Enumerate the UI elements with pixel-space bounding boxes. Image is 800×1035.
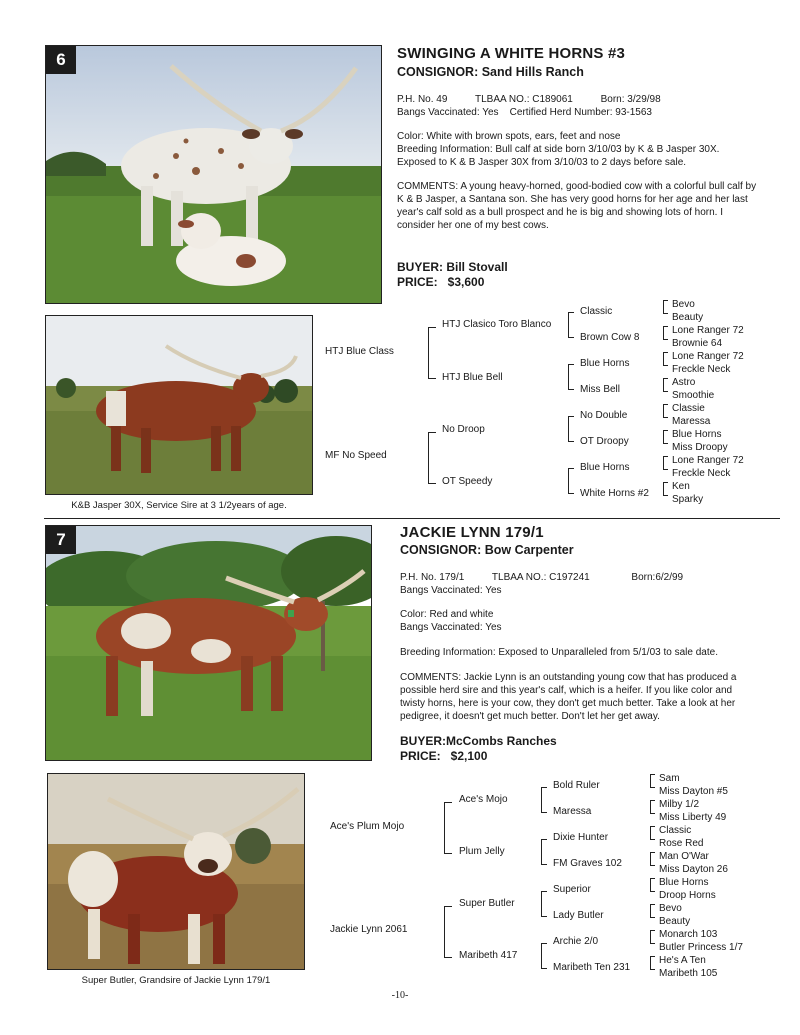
- lot7-vaccination-line: Bangs Vaccinated: Yes: [400, 585, 502, 596]
- pedigree-bracket: [650, 878, 655, 892]
- lot6-pedigree-dam: MF No Speed: [325, 450, 387, 461]
- pedigree-bracket: [650, 800, 655, 814]
- lot7-pedigree-g3: Bold Ruler: [553, 780, 600, 791]
- lot7-pedigree-g4: Man O'War: [659, 851, 709, 862]
- lot6-price: PRICE: $3,600: [397, 275, 485, 289]
- pedigree-bracket: [663, 352, 668, 366]
- pedigree-bracket: [650, 904, 655, 918]
- lot6-number-badge: 6: [46, 46, 76, 74]
- lot7-pedigree-g4: Blue Horns: [659, 877, 709, 888]
- lot7-pedigree-g4: Miss Liberty 49: [659, 812, 727, 823]
- lot7-pedigree-g2: Ace's Mojo: [459, 794, 508, 805]
- pedigree-bracket: [541, 943, 547, 969]
- lot6-pedigree-g3: Blue Horns: [580, 358, 630, 369]
- lot7-pedigree-g4: Bevo: [659, 903, 682, 914]
- lot7-pedigree-g3: Maribeth Ten 231: [553, 962, 631, 973]
- lot6-consignor: CONSIGNOR: Sand Hills Ranch: [397, 65, 584, 79]
- lot6-pedigree-g4: Smoothie: [672, 390, 715, 401]
- lot7-pedigree-g4: Milby 1/2: [659, 799, 700, 810]
- pedigree-bracket: [663, 378, 668, 392]
- lot6-vaccination-line: Bangs Vaccinated: Yes Certified Herd Number: 93-1563: [397, 107, 652, 118]
- lot7-consignor: CONSIGNOR: Bow Carpenter: [400, 543, 574, 557]
- lot7-pedigree-g3: Lady Butler: [553, 910, 604, 921]
- lot7-number-badge: 7: [46, 526, 76, 554]
- lot7-pedigree-g2: Plum Jelly: [459, 846, 505, 857]
- section-divider: [44, 518, 780, 519]
- lot7-color: Color: Red and white: [400, 609, 494, 620]
- pedigree-bracket: [663, 404, 668, 418]
- lot7-title: JACKIE LYNN 179/1: [400, 524, 544, 541]
- lot6-pedigree-g4: Ken: [672, 481, 690, 492]
- pedigree-bracket: [650, 930, 655, 944]
- pedigree-bracket: [568, 416, 574, 442]
- lot6-pedigree-g4: Maressa: [672, 416, 711, 427]
- pedigree-bracket: [663, 326, 668, 340]
- pedigree-bracket: [541, 787, 547, 813]
- lot6-pedigree-sire: HTJ Blue Class: [325, 346, 394, 357]
- lot7-pedigree-g4: Miss Dayton #5: [659, 786, 728, 797]
- lot6-pedigree-g2: HTJ Clasico Toro Blanco: [442, 319, 552, 330]
- lot7-grandsire-photo: [47, 773, 305, 970]
- lot7-pedigree-g4: Beauty: [659, 916, 691, 927]
- lot6-color: Color: White with brown spots, ears, feet and nose: [397, 131, 621, 142]
- lot7-pedigree-g4: Rose Red: [659, 838, 704, 849]
- pedigree-bracket: [568, 468, 574, 494]
- lot6-pedigree-g3: Brown Cow 8: [580, 332, 640, 343]
- lot7-cow-photo: [45, 525, 372, 761]
- lot6-pedigree-g3: Miss Bell: [580, 384, 621, 395]
- lot6-registration-line: P.H. No. 49 TLBAA NO.: C189061 Born: 3/29/98: [397, 94, 661, 105]
- lot7-pedigree-g3: FM Graves 102: [553, 858, 622, 869]
- lot6-breeding-line1: Breeding Information: Bull calf at side born 3/10/03 by K & B Jasper 30X.: [397, 144, 720, 155]
- lot6-pedigree-g4: Freckle Neck: [672, 468, 731, 479]
- lot6-pedigree-g4: Bevo: [672, 299, 695, 310]
- pedigree-bracket: [428, 327, 436, 379]
- lot6-comments: COMMENTS: A young heavy-horned, good-bodied cow with a colorful bull calf by K & B Jasper, a Santana son. She has very good horns for her age and her last year's calf sold as a bull prospect and he is big and showing lots of horn. I consider her one of my best cows.: [397, 181, 757, 231]
- lot6-pedigree-g3: White Horns #2: [580, 488, 649, 499]
- pedigree-bracket: [650, 826, 655, 840]
- pedigree-bracket: [663, 482, 668, 496]
- lot6-pedigree-g4: Miss Droopy: [672, 442, 728, 453]
- lot7-bangs: Bangs Vaccinated: Yes: [400, 622, 502, 633]
- lot6-pedigree-g3: Blue Horns: [580, 462, 630, 473]
- lot6-pedigree-g4: Lone Ranger 72: [672, 325, 744, 336]
- lot6-sire-caption: K&B Jasper 30X, Service Sire at 3 1/2years of age.: [71, 500, 287, 511]
- lot7-price: PRICE: $2,100: [400, 749, 488, 763]
- lot6-pedigree-g4: Blue Horns: [672, 429, 722, 440]
- lot7-comments: COMMENTS: Jackie Lynn is an outstanding young cow that has produced a possible herd sire and this year's calf, which is a heifer. If you like color and twisty horns, here is your cow, they don't get much better. Take a look at her pedigree, it doesn't get much better. Don't let her get away.: [400, 672, 737, 722]
- pedigree-bracket: [541, 891, 547, 917]
- lot7-pedigree-g4: Monarch 103: [659, 929, 718, 940]
- pedigree-bracket: [663, 456, 668, 470]
- lot7-pedigree-g4: Maribeth 105: [659, 968, 718, 979]
- lot6-pedigree-g3: OT Droopy: [580, 436, 629, 447]
- pedigree-bracket: [650, 774, 655, 788]
- lot6-pedigree-g4: Beauty: [672, 312, 704, 323]
- lot7-pedigree-g3: Maressa: [553, 806, 592, 817]
- lot7-pedigree-g4: Sam: [659, 773, 680, 784]
- lot7-pedigree-g3: Superior: [553, 884, 591, 895]
- lot6-sire-photo: [45, 315, 313, 495]
- pedigree-bracket: [650, 852, 655, 866]
- lot6-cow-photo: [45, 45, 382, 304]
- lot7-pedigree-sire: Ace's Plum Mojo: [330, 821, 405, 832]
- lot6-pedigree-g2: No Droop: [442, 424, 485, 435]
- lot7-pedigree-g4: Droop Horns: [659, 890, 716, 901]
- pedigree-bracket: [663, 300, 668, 314]
- lot6-pedigree-g4: Classie: [672, 403, 705, 414]
- lot6-pedigree-g4: Astro: [672, 377, 696, 388]
- page-number: -10-: [391, 990, 409, 1001]
- lot6-breeding-line2: Exposed to K & B Jasper 30X from 3/10/03 to 2 days before sale.: [397, 157, 687, 168]
- lot7-pedigree-g2: Maribeth 417: [459, 950, 518, 961]
- lot6-buyer: BUYER: Bill Stovall: [397, 260, 508, 274]
- pedigree-bracket: [568, 312, 574, 338]
- lot6-pedigree-g4: Brownie 64: [672, 338, 723, 349]
- lot7-pedigree-g3: Dixie Hunter: [553, 832, 609, 843]
- lot6-pedigree-g2: OT Speedy: [442, 476, 493, 487]
- lot7-pedigree-dam: Jackie Lynn 2061: [330, 924, 408, 935]
- lot7-pedigree-g4: Miss Dayton 26: [659, 864, 728, 875]
- lot6-pedigree-g4: Lone Ranger 72: [672, 351, 744, 362]
- lot6-pedigree-g4: Lone Ranger 72: [672, 455, 744, 466]
- pedigree-bracket: [428, 432, 436, 484]
- lot7-pedigree-g2: Super Butler: [459, 898, 515, 909]
- pedigree-bracket: [568, 364, 574, 390]
- pedigree-bracket: [444, 906, 452, 958]
- lot7-pedigree-g3: Archie 2/0: [553, 936, 599, 947]
- lot6-pedigree-g3: No Double: [580, 410, 628, 421]
- lot7-registration-line: P.H. No. 179/1 TLBAA NO.: C197241 Born:6/2/99: [400, 572, 684, 583]
- lot7-grandsire-caption: Super Butler, Grandsire of Jackie Lynn 179/1: [81, 975, 271, 986]
- lot6-title: SWINGING A WHITE HORNS #3: [397, 45, 626, 62]
- lot6-pedigree-g4: Freckle Neck: [672, 364, 731, 375]
- pedigree-bracket: [663, 430, 668, 444]
- lot6-pedigree-g2: HTJ Blue Bell: [442, 372, 503, 383]
- lot7-pedigree-g4: Classic: [659, 825, 692, 836]
- lot6-pedigree-g3: Classic: [580, 306, 613, 317]
- pedigree-bracket: [650, 956, 655, 970]
- lot7-buyer: BUYER:McCombs Ranches: [400, 734, 557, 748]
- lot7-pedigree-g4: He's A Ten: [659, 955, 706, 966]
- lot7-pedigree-g4: Butler Princess 1/7: [659, 942, 743, 953]
- pedigree-bracket: [541, 839, 547, 865]
- pedigree-bracket: [444, 802, 452, 854]
- lot6-pedigree-g4: Sparky: [672, 494, 704, 505]
- lot7-breeding: Breeding Information: Exposed to Unparalleled from 5/1/03 to sale date.: [400, 647, 718, 658]
